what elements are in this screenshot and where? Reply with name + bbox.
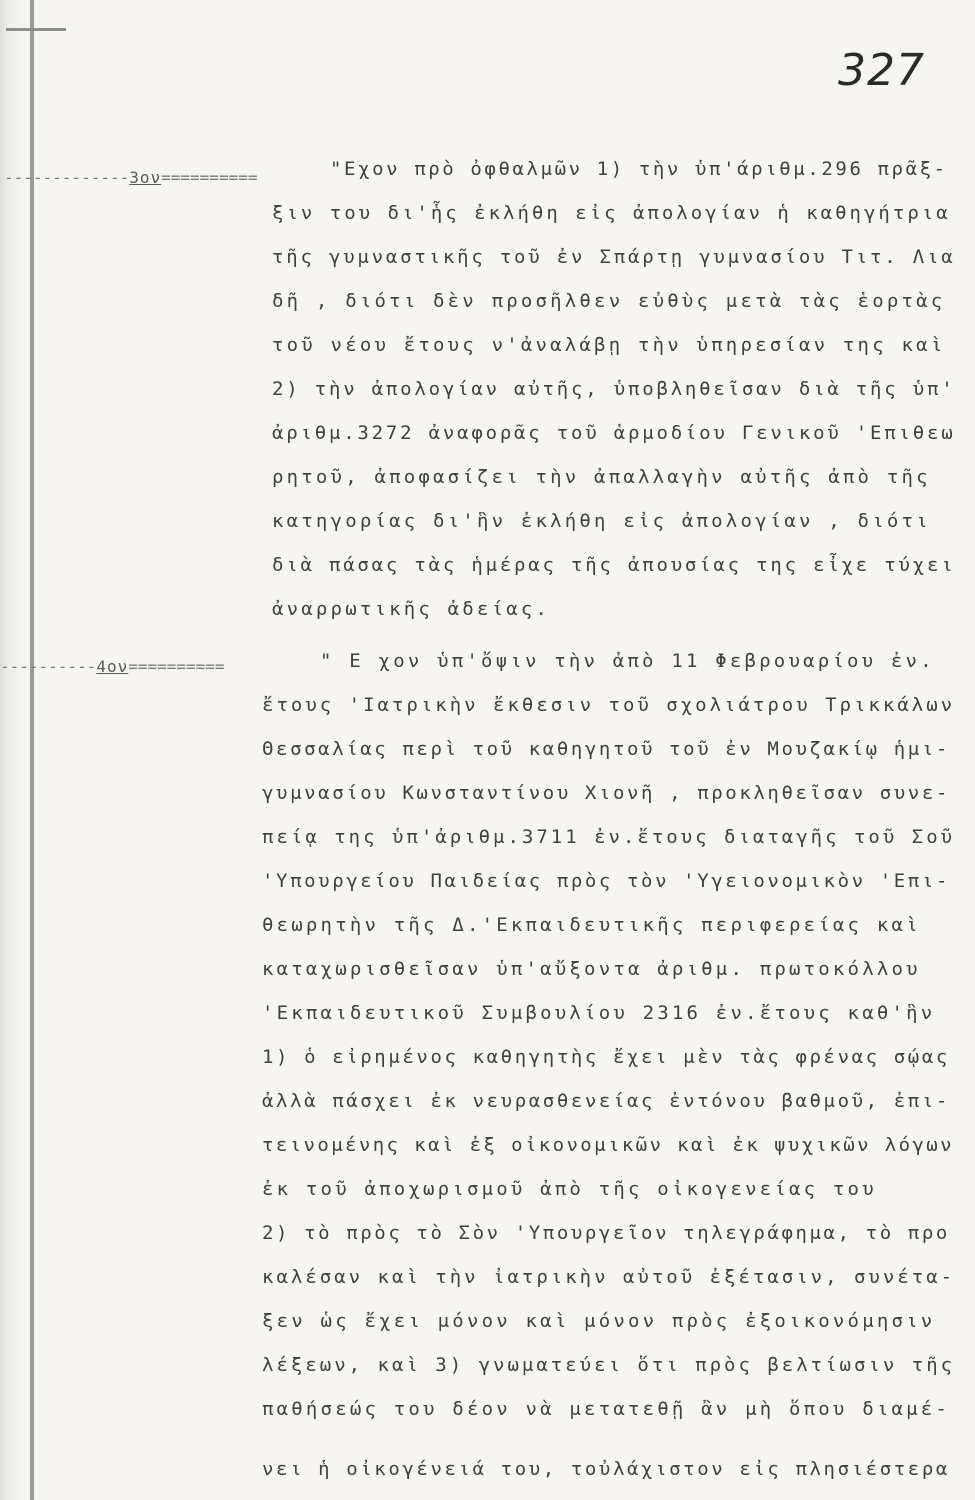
text-line: ἀλλὰ πάσχει ἐκ νευρασθενείας ἐντόνου βαθμοῦ, ἐπι- — [262, 1090, 950, 1112]
margin-item-number: 4ον — [96, 657, 129, 676]
text-line: ξιν του δι'ἧς ἐκλήθη εἰς ἀπολογίαν ἡ καθηγήτρια — [272, 202, 951, 224]
margin-leader: ---------- — [0, 657, 97, 676]
text-line: 2) τὴν ἀπολογίαν αὐτῆς, ὑποβληθεῖσαν διὰ τῆς ὑπ' — [272, 378, 956, 400]
text-line: τοῦ νέου ἔτους ν'ἀναλάβῃ τὴν ὑπηρεσίαν της καὶ — [272, 334, 946, 356]
text-line: λέξεων, καὶ 3) γνωματεύει ὅτι πρὸς βελτίωσιν τῆς — [262, 1354, 956, 1376]
text-line: νει ἡ οἰκογένειά του, τοὐλάχιστον εἰς πλησιέστερα — [262, 1458, 950, 1480]
text-line: ἐκ τοῦ ἀποχωρισμοῦ ἀπὸ τῆς οἰκογενείας του — [262, 1178, 877, 1200]
text-line: πείᾳ της ὑπ'ἀριθμ.3711 ἐν.ἔτους διαταγῆς τοῦ Σοῦ — [262, 826, 956, 848]
text-line: Θεσσαλίας περὶ τοῦ καθηγητοῦ τοῦ ἐν Μουζακίῳ ἡμι- — [262, 738, 950, 760]
margin-corner-mark — [6, 28, 66, 69]
margin-label-item4 — [0, 657, 225, 676]
left-margin-rule — [30, 0, 34, 1500]
text-line: διὰ πάσας τὰς ἡμέρας τῆς ἀπουσίας της εἶχε τύχει — [272, 554, 956, 576]
text-line: "Εχον πρὸ ὀφθαλμῶν 1) τὴν ὑπ'άριθμ.296 πρᾶξ- — [330, 158, 948, 180]
margin-dashes: ========== — [161, 168, 258, 187]
text-line: καλέσαν καὶ τὴν ἰατρικὴν αὐτοῦ ἐξέτασιν, συνέτα- — [262, 1266, 956, 1288]
margin-leader: ------------- — [4, 168, 130, 187]
text-line: 'Υπουργείου Παιδείας πρὸς τὸν 'Υγειονομικὸν 'Επι- — [262, 870, 950, 892]
text-line: τεινομένης καὶ ἐξ οἰκονομικῶν καὶ ἐκ ψυχικῶν λόγων — [262, 1134, 954, 1156]
text-line: ἔτους 'Ιατρικὴν ἔκθεσιν τοῦ σχολιάτρου Τρικκάλων — [262, 694, 956, 716]
margin-dashes: ========== — [128, 657, 225, 676]
page-number: 327 — [838, 45, 925, 96]
text-line: ἀριθμ.3272 ἀναφορᾶς τοῦ ἁρμοδίου Γενικοῦ 'Επιθεω — [272, 422, 956, 444]
text-line: ρητοῦ, ἀποφασίζει τὴν ἀπαλλαγὴν αὐτῆς ἀπὸ τῆς — [272, 466, 931, 488]
text-line: παθήσεώς του δέον νὰ μετατεθῇ ἂν μὴ ὅπου διαμέ- — [262, 1398, 951, 1420]
text-line: ἀναρρωτικῆς ἀδείας. — [272, 598, 551, 620]
text-line: κατηγορίας δι'ἣν ἐκλήθη εἰς ἀπολογίαν , διότι — [272, 510, 931, 532]
text-line: 'Εκπαιδευτικοῦ Συμβουλίου 2316 ἐν.ἔτους καθ'ἣν — [262, 1002, 936, 1024]
text-line: δῆ , διότι δὲν προσῆλθεν εὐθὺς μετὰ τὰς ἑορτὰς — [272, 290, 946, 312]
text-line: τῆς γυμναστικῆς τοῦ ἐν Σπάρτῃ γυμνασίου Τιτ. Λια — [272, 246, 956, 268]
text-line: 2) τὸ πρὸς τὸ Σὸν 'Υπουργεῖον τηλεγράφημα, τὸ προ — [262, 1222, 950, 1244]
text-line: ξεν ὡς ἔχει μόνον καὶ μόνον πρὸς ἐξοικονόμησιν — [262, 1310, 936, 1332]
margin-label-item3 — [4, 168, 257, 187]
margin-item-number: 3ον — [129, 168, 162, 187]
text-line: " Ε χον ὑπ'ὄψιν τὴν ἀπὸ 11 Φεβρουαρίου ἐν. — [320, 650, 935, 672]
text-line: γυμνασίου Κωνσταντίνου Χιονῆ , προκληθεῖσαν συνε- — [262, 782, 950, 804]
text-line: καταχωρισθεῖσαν ὑπ'αὔξοντα ἀριθμ. πρωτοκόλλου — [262, 958, 921, 980]
text-line: 1) ὁ εἰρημένος καθηγητὴς ἔχει μὲν τὰς φρένας σῴας — [262, 1046, 950, 1068]
text-line: θεωρητὴν τῆς Δ.'Εκπαιδευτικῆς περιφερείας καὶ — [262, 914, 921, 936]
